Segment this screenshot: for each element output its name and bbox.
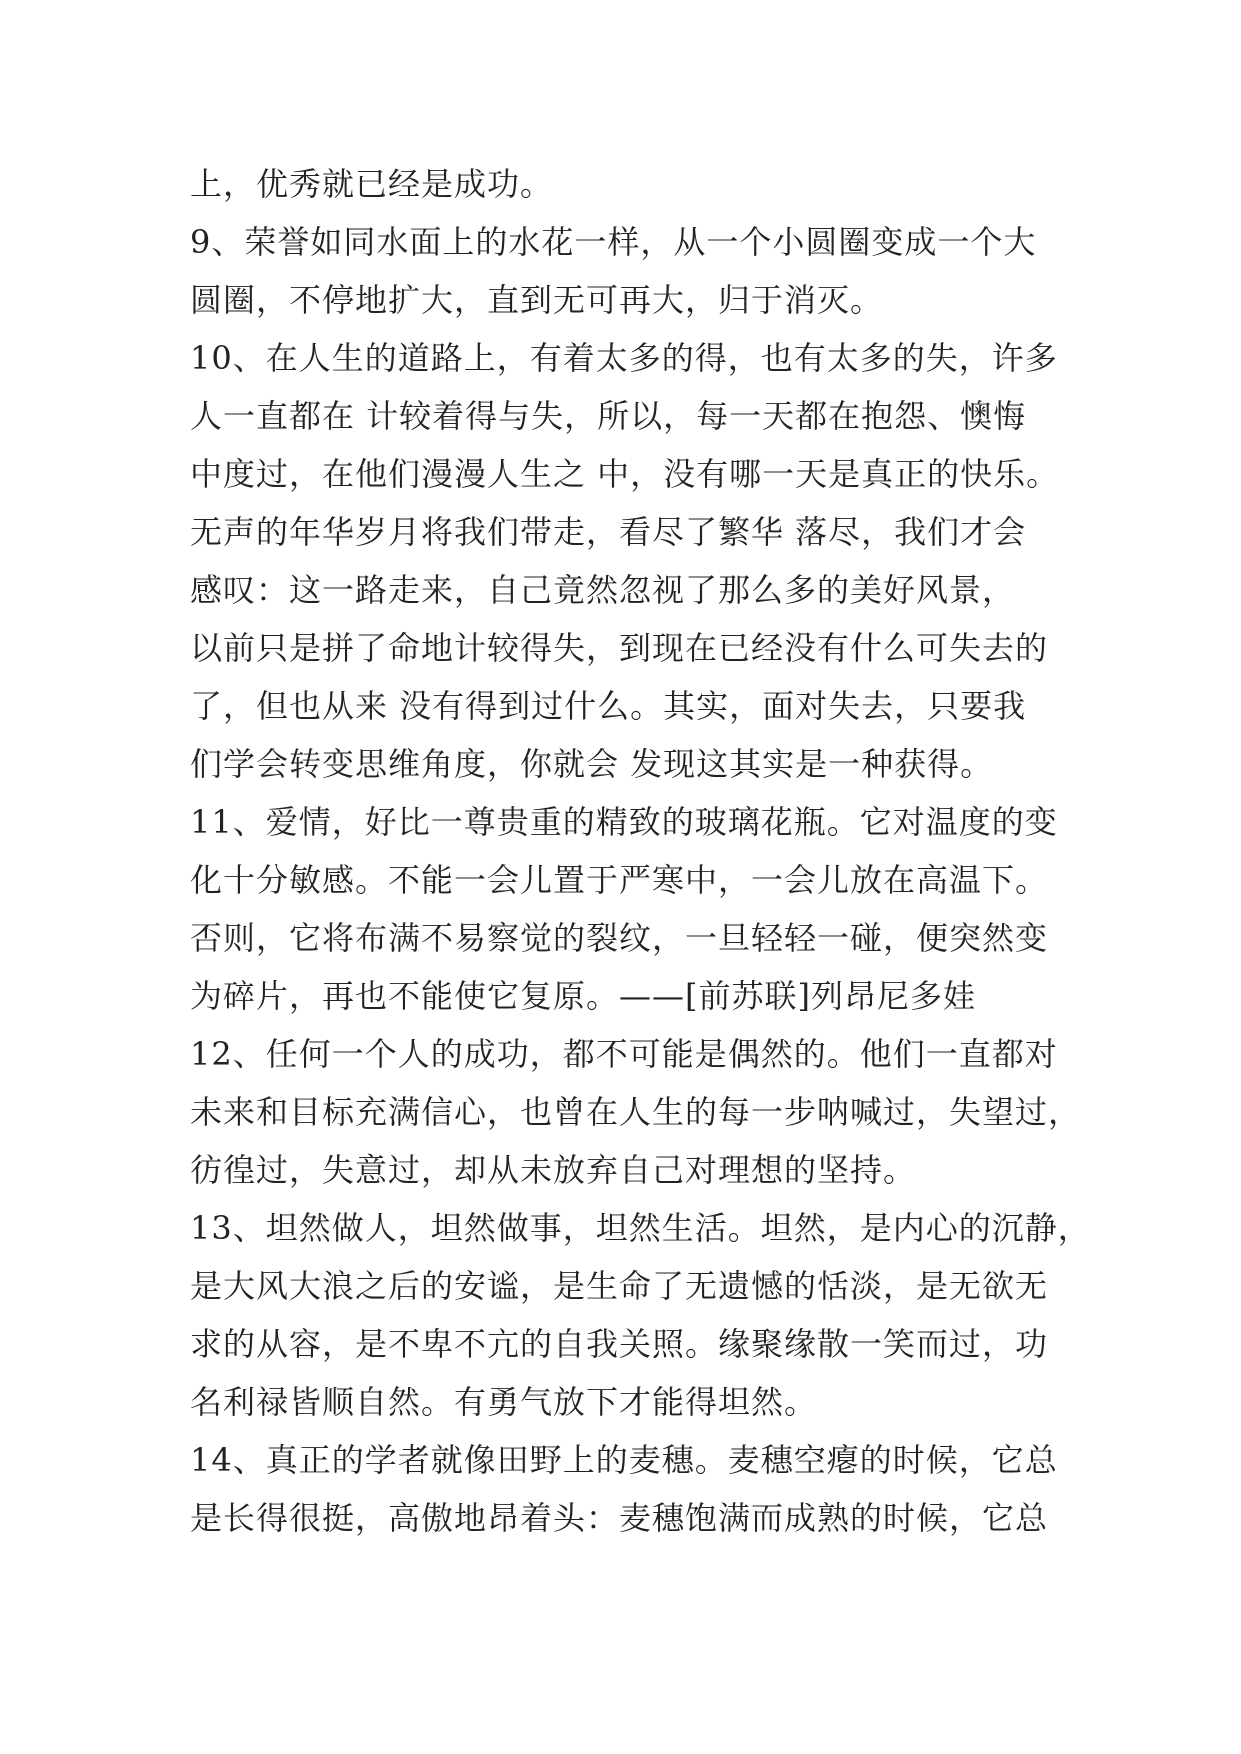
text-line: 们学会转变思维角度，你就会 发现这其实是一种获得。 <box>190 745 994 783</box>
text-line: 无声的年华岁月将我们带走，看尽了繁华 落尽，我们才会 <box>190 513 1027 551</box>
text-line: 中度过，在他们漫漫人生之 中，没有哪一天是真正的快乐。 <box>190 455 1060 493</box>
text-line: 人一直都在 计较着得与失，所以，每一天都在抱怨、懊悔 <box>190 397 1027 435</box>
text-line: 化十分敏感。不能一会儿置于严寒中，一会儿放在高温下。 <box>190 861 1049 899</box>
text-line: 未来和目标充满信心，也曾在人生的每一步呐喊过，失望过， <box>190 1093 1082 1131</box>
text-line: 彷徨过，失意过，却从未放弃自己对理想的坚持。 <box>190 1151 917 1189</box>
text-line: 感叹：这一路走来，自己竟然忽视了那么多的美好风景， <box>190 571 1016 609</box>
text-line: 10、在人生的道路上，有着太多的得，也有太多的失，许多 <box>190 339 1058 377</box>
text-line: 是长得很挺，高傲地昂着头：麦穗饱满而成熟的时候，它总 <box>190 1499 1049 1537</box>
text-line: 是大风大浪之后的安谧，是生命了无遗憾的恬淡，是无欲无 <box>190 1267 1049 1305</box>
text-line: 名利禄皆顺自然。有勇气放下才能得坦然。 <box>190 1383 818 1421</box>
text-line: 11、爱情，好比一尊贵重的精致的玻璃花瓶。它对温度的变 <box>190 803 1058 841</box>
text-line: 上，优秀就已经是成功。 <box>190 165 554 203</box>
body-text <box>190 155 1090 1547</box>
text-line: 圆圈，不停地扩大，直到无可再大，归于消灭。 <box>190 281 884 319</box>
text-line: 了，但也从来 没有得到过什么。其实，面对失去，只要我 <box>190 687 1027 725</box>
text-line: 9、荣誉如同水面上的水花一样，从一个小圆圈变成一个大 <box>190 223 1037 261</box>
text-line: 否则，它将布满不易察觉的裂纹，一旦轻轻一碰，便突然变 <box>190 919 1049 957</box>
text-line: 为碎片，再也不能使它复原。——[前苏联]列昂尼多娃 <box>190 977 976 1015</box>
text-line: 14、真正的学者就像田野上的麦穗。麦穗空瘪的时候，它总 <box>190 1441 1058 1479</box>
text-line: 以前只是拼了命地计较得失，到现在已经没有什么可失去的 <box>190 629 1049 667</box>
text-line: 12、任何一个人的成功，都不可能是偶然的。他们一直都对 <box>190 1035 1058 1073</box>
text-line: 求的从容，是不卑不亢的自我关照。缘聚缘散一笑而过，功 <box>190 1325 1049 1363</box>
text-line: 13、坦然做人，坦然做事，坦然生活。坦然，是内心的沉静， <box>190 1209 1091 1247</box>
